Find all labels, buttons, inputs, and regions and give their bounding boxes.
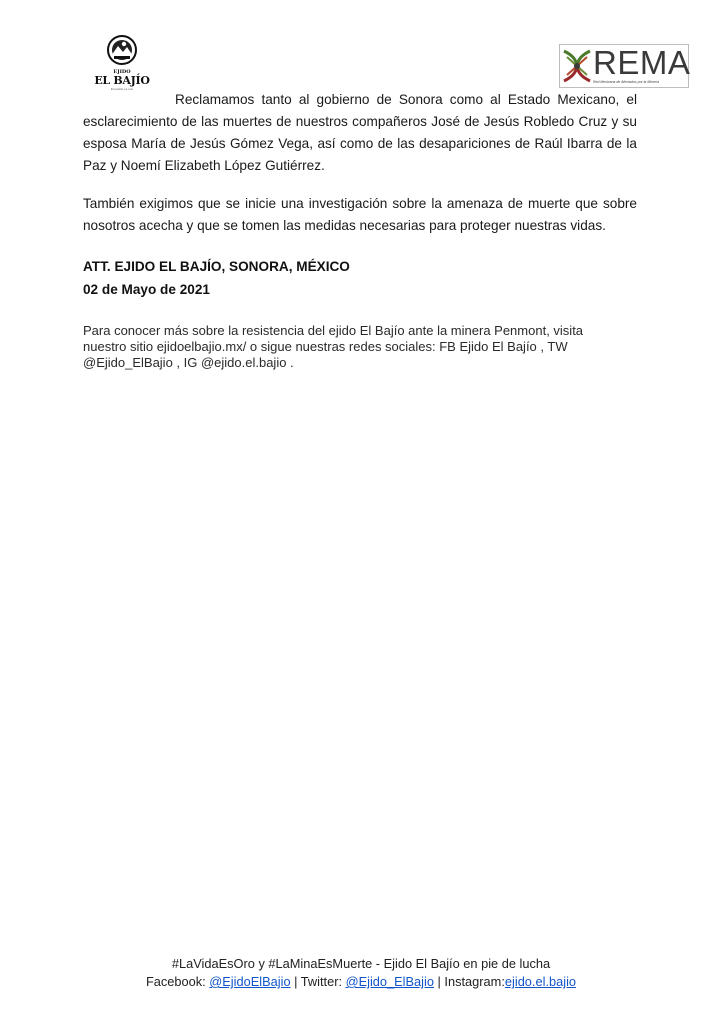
ejido-emblem-icon <box>94 34 150 70</box>
rema-subtitle: Red Mexicana de Afectados por la Minería <box>593 80 660 84</box>
paragraph-demand: Reclamamos tanto al gobierno de Sonora como al Estado Mexicano, el esclarecimiento de las muertes de nuestros compañeros José de Jesús Robledo Cruz y su esposa María de Jesús Gómez Vega, así como de las desapariciones de Raúl Ibarra de la Paz y Noemí Elizabeth López Gutiérrez. <box>83 92 637 173</box>
logo-bajio-text: EL BAJÍO <box>94 74 150 87</box>
instagram-label: | Instagram: <box>437 974 505 989</box>
facebook-label: Facebook: <box>145 974 206 989</box>
signature-line: ATT. EJIDO EL BAJÍO, SONORA, MÉXICO <box>83 259 350 274</box>
logo-ejido-text: EJIDO <box>113 69 131 75</box>
footer-hashtags: #LaVidaEsOro y #LaMinaEsMuerte - Ejido El Bajío en pie de lucha <box>171 956 551 971</box>
facebook-link[interactable]: @EjidoElBajio <box>209 974 291 989</box>
twitter-link[interactable]: @Ejido_ElBajio <box>345 974 434 989</box>
paragraph-investigation: También exigimos que se inicie una investigación sobre la amenaza de muerte que sobre nosotros acecha y que se tomen las medidas necesarias para proteger nuestras vidas. <box>83 196 637 233</box>
instagram-link[interactable]: ejido.el.bajio <box>504 974 577 989</box>
rema-logo <box>559 44 689 88</box>
ejido-el-bajio-logo <box>94 34 150 92</box>
rema-name: REMA <box>593 44 691 81</box>
rema-emblem-icon <box>562 47 592 85</box>
date-line: 02 de Mayo de 2021 <box>83 282 210 297</box>
twitter-label: | Twitter: <box>294 974 343 989</box>
paragraph-more-info: Para conocer más sobre la resistencia del ejido El Bajío ante la minera Penmont, visita nuestro sitio ejidoelbajio.mx/ o sigue nuestras redes sociales: FB Ejido El Bajío , TW @Ejido_ElBajio , IG @ejido.el.bajio . <box>83 323 584 370</box>
footer-social <box>0 974 722 989</box>
logo-tagline: El pueblo es uno <box>110 87 134 91</box>
